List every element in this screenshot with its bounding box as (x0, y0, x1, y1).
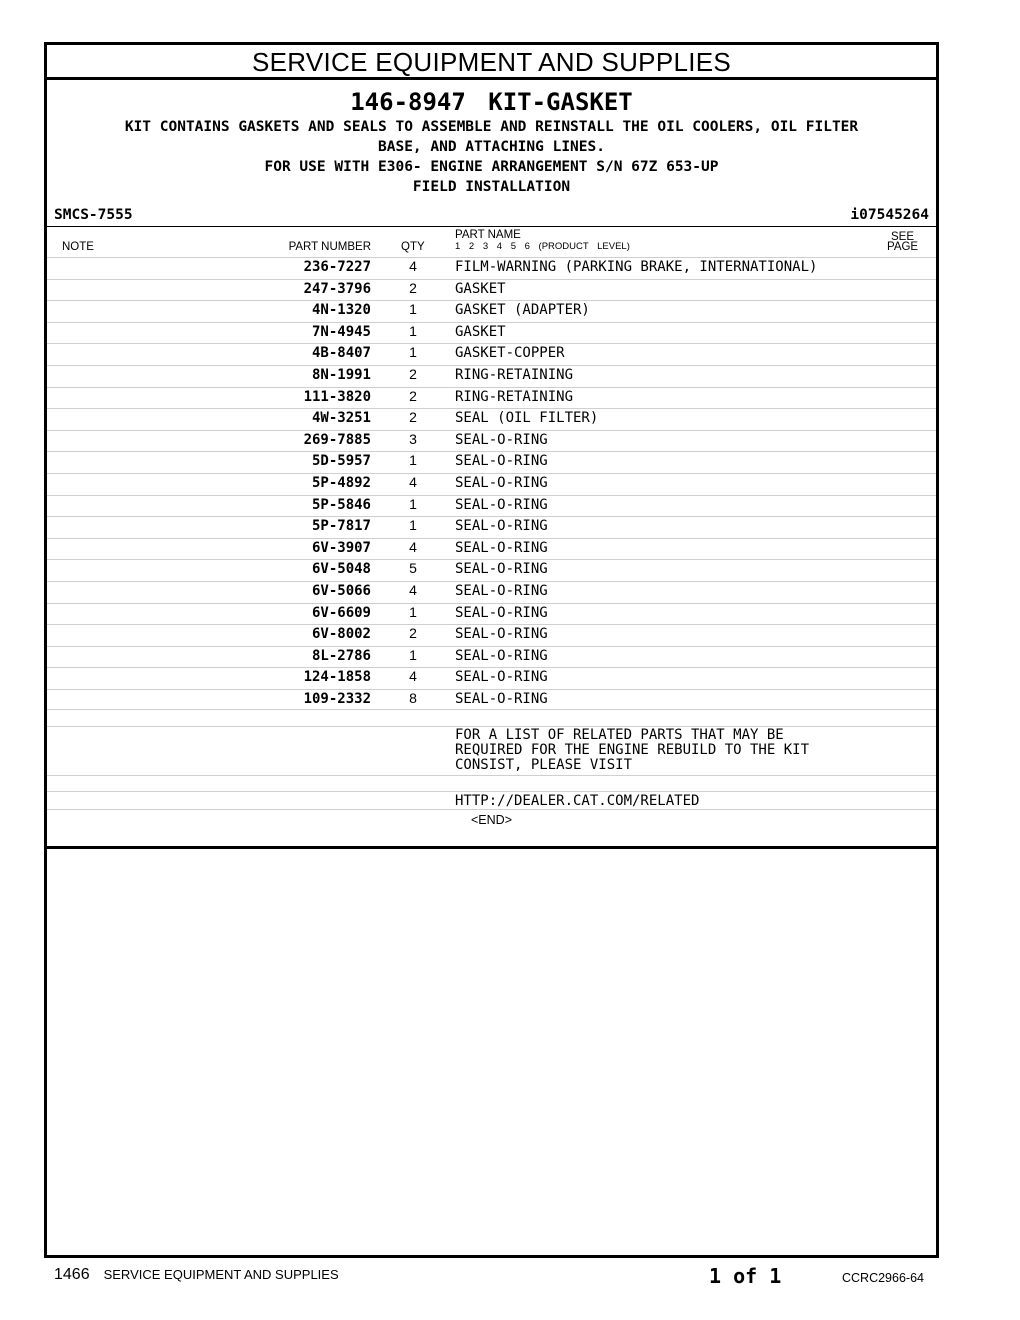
part-qty: 2 (409, 625, 417, 642)
part-qty: 5 (409, 560, 417, 577)
part-name: SEAL-O-RING (455, 561, 548, 578)
col-header-part-number: PART NUMBER (288, 241, 371, 253)
part-row (47, 496, 936, 517)
kit-description-line-1: KIT CONTAINS GASKETS AND SEALS TO ASSEMBLE AND REINSTALL THE OIL COOLERS, OIL FILTER (124, 119, 859, 135)
part-row (47, 668, 936, 689)
part-name: SEAL-O-RING (455, 647, 548, 664)
part-name: SEAL-O-RING (455, 431, 548, 448)
part-qty: 1 (409, 344, 417, 361)
footer-left (54, 1266, 339, 1284)
part-qty: 2 (409, 387, 417, 404)
col-header-page: PAGE (887, 241, 919, 253)
footer-document-code: CCRC2966-64 (842, 1271, 924, 1285)
related-parts-note-line-3: CONSIST, PLEASE VISIT (455, 757, 633, 773)
row-divider (47, 791, 936, 792)
part-row (47, 560, 936, 581)
part-number: 109-2332 (303, 691, 371, 707)
related-parts-note-line-2: REQUIRED FOR THE ENGINE REBUILD TO THE KIT (455, 742, 810, 758)
part-number: 5P-7817 (311, 518, 371, 535)
part-row (47, 280, 936, 301)
part-number: 5D-5957 (311, 453, 371, 470)
part-row (47, 582, 936, 603)
part-row (47, 474, 936, 495)
related-parts-url: HTTP://DEALER.CAT.COM/RELATED (455, 793, 700, 809)
part-qty: 1 (409, 517, 417, 534)
header-divider (47, 226, 936, 227)
part-name: SEAL-O-RING (455, 583, 548, 599)
col-header-see: SEE (891, 231, 915, 243)
part-row (47, 690, 936, 711)
part-number: 5P-4892 (311, 475, 371, 491)
part-qty: 4 (409, 474, 417, 490)
part-qty: 8 (409, 690, 417, 706)
smcs-code: SMCS-7555 (54, 207, 133, 223)
related-parts-note-line-1: FOR A LIST OF RELATED PARTS THAT MAY BE (455, 727, 784, 743)
part-name: SEAL-O-RING (455, 453, 548, 470)
part-name: GASKET (ADAPTER) (455, 302, 590, 319)
end-divider (47, 846, 936, 849)
part-name: RING-RETAINING (455, 367, 574, 383)
part-row (47, 625, 936, 646)
part-qty: 1 (409, 646, 417, 663)
part-number: 247-3796 (303, 280, 371, 297)
kit-description-line-4: FIELD INSTALLATION (412, 179, 571, 195)
part-qty: 2 (409, 279, 417, 296)
part-name: SEAL-O-RING (455, 518, 548, 535)
document-identifier: i07545264 (850, 207, 929, 223)
part-number: 6V-8002 (311, 626, 371, 643)
col-header-qty: QTY (401, 241, 425, 253)
part-row (47, 539, 936, 560)
part-row (47, 344, 936, 365)
page-frame (44, 42, 939, 1258)
col-header-part-name: PART NAME (455, 229, 521, 241)
part-row (47, 647, 936, 668)
part-qty: 1 (409, 301, 417, 318)
row-divider (47, 775, 936, 776)
part-qty: 1 (409, 322, 417, 339)
part-row (47, 323, 936, 344)
part-number: 6V-3907 (311, 539, 371, 556)
part-number: 8L-2786 (311, 647, 371, 664)
part-row (47, 301, 936, 322)
part-number: 4W-3251 (311, 410, 371, 427)
part-number: 8N-1991 (311, 367, 371, 383)
part-row (47, 517, 936, 538)
part-name: GASKET (455, 280, 506, 297)
part-number: 6V-5066 (311, 583, 371, 599)
part-row (47, 431, 936, 452)
footer-page-count: 1 of 1 (709, 1264, 782, 1288)
part-row (47, 388, 936, 409)
part-row (47, 258, 936, 279)
part-qty: 4 (409, 538, 417, 555)
part-name: SEAL-O-RING (455, 475, 548, 491)
part-row (47, 452, 936, 473)
part-qty: 4 (409, 258, 417, 274)
part-qty: 2 (409, 409, 417, 426)
part-name: SEAL-O-RING (455, 626, 548, 643)
part-number: 269-7885 (303, 431, 371, 448)
part-name: SEAL-O-RING (455, 669, 548, 686)
part-number: 6V-5048 (311, 561, 371, 578)
part-name: SEAL-O-RING (455, 691, 548, 707)
row-divider (47, 709, 936, 710)
col-header-product-level: 1 2 3 4 5 6 (PRODUCT LEVEL) (455, 241, 630, 252)
part-name: RING-RETAINING (455, 388, 574, 405)
row-divider (47, 809, 936, 810)
kit-description-line-2: BASE, AND ATTACHING LINES. (378, 139, 605, 155)
part-qty: 4 (409, 668, 417, 685)
part-row (47, 366, 936, 387)
part-qty: 2 (409, 366, 417, 382)
part-number: 7N-4945 (311, 323, 371, 340)
part-row (47, 409, 936, 430)
end-marker: <END> (471, 813, 512, 827)
part-name: SEAL-O-RING (455, 604, 548, 621)
part-name: SEAL-O-RING (455, 496, 548, 513)
part-name: SEAL-O-RING (455, 539, 548, 556)
part-name: GASKET-COPPER (455, 345, 565, 362)
kit-title: 146-8947 KIT-GASKET (350, 88, 633, 116)
footer-section-title: SERVICE EQUIPMENT AND SUPPLIES (103, 1267, 339, 1282)
part-qty: 4 (409, 582, 417, 598)
part-number: 236-7227 (303, 259, 371, 275)
part-number: 4B-8407 (311, 345, 371, 362)
section-title: SERVICE EQUIPMENT AND SUPPLIES (47, 45, 936, 80)
part-number: 4N-1320 (311, 302, 371, 319)
part-number: 111-3820 (303, 388, 371, 405)
part-number: 124-1858 (303, 669, 371, 686)
footer-page-number: 1466 (54, 1266, 90, 1283)
part-qty: 1 (409, 603, 417, 620)
part-row (47, 604, 936, 625)
part-qty: 3 (409, 430, 417, 447)
part-number: 5P-5846 (311, 496, 371, 513)
part-number: 6V-6609 (311, 604, 371, 621)
part-name: GASKET (455, 323, 506, 340)
kit-description-line-3: FOR USE WITH E306- ENGINE ARRANGEMENT S/N 67Z 653-UP (264, 159, 719, 175)
col-header-note: NOTE (62, 241, 94, 253)
part-qty: 1 (409, 495, 417, 512)
part-name: FILM-WARNING (PARKING BRAKE, INTERNATIONAL) (455, 259, 818, 275)
part-qty: 1 (409, 452, 417, 469)
part-name: SEAL (OIL FILTER) (455, 410, 599, 427)
